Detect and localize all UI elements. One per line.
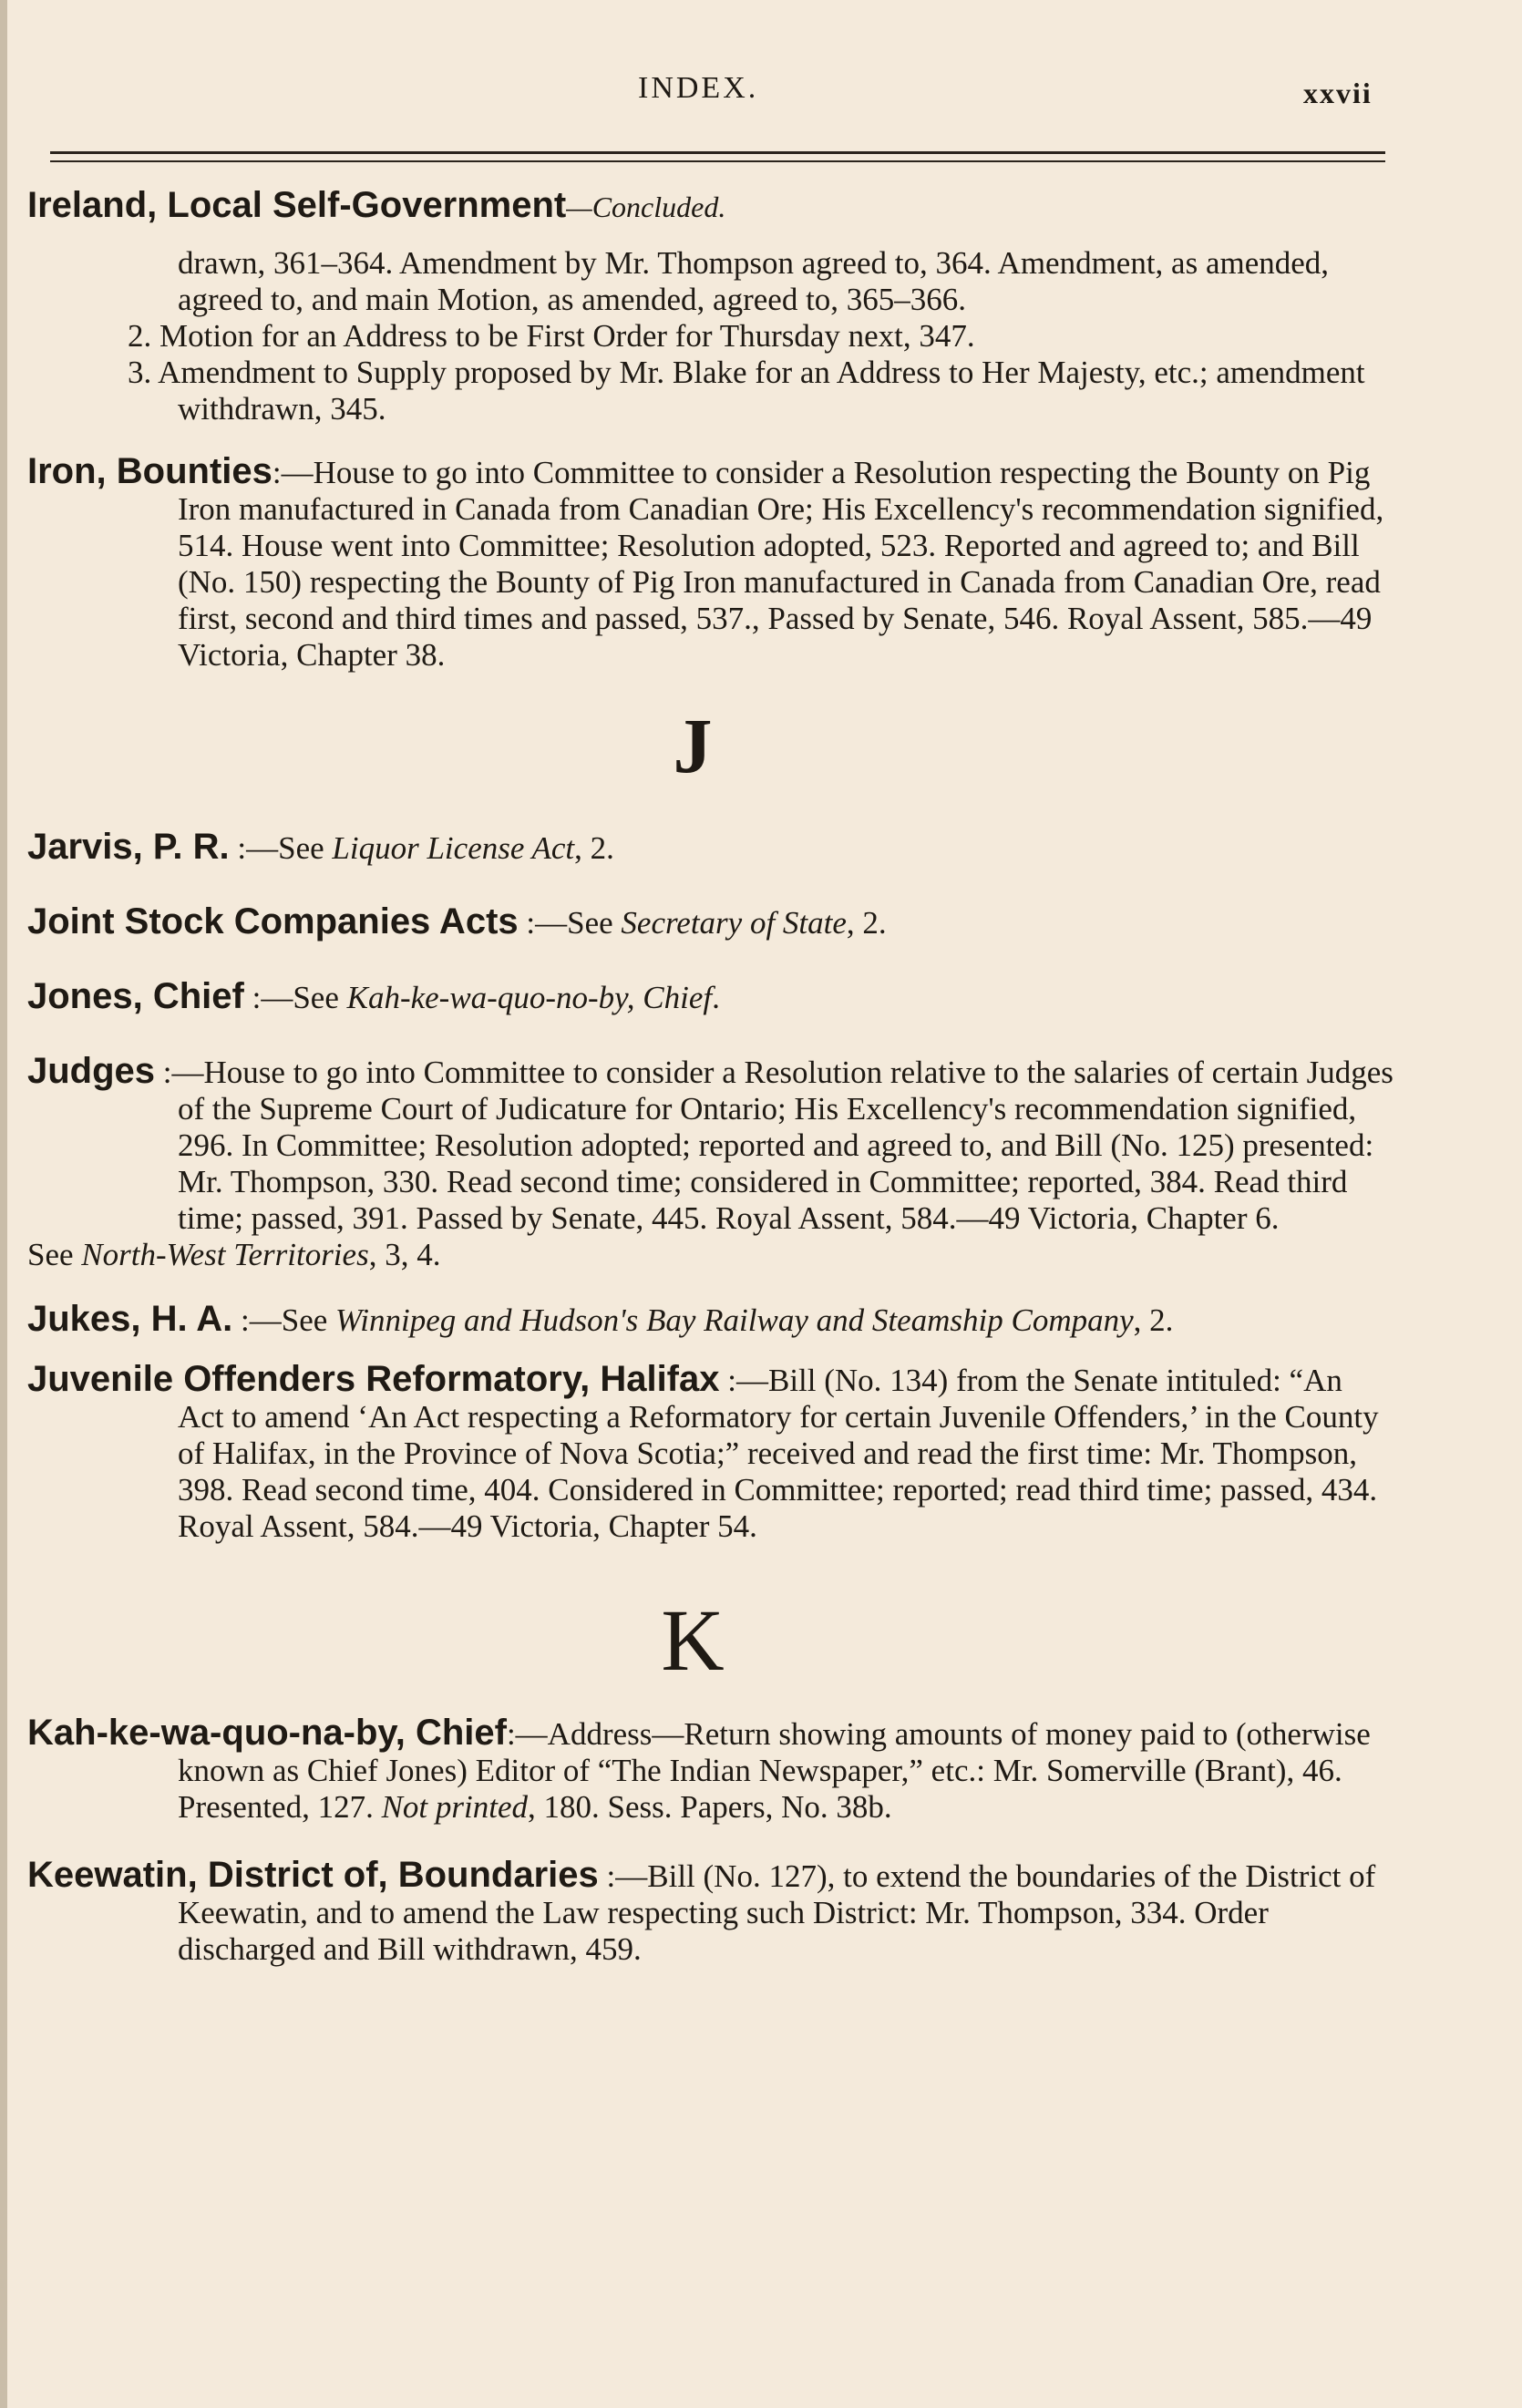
header-rule-thick <box>50 151 1385 154</box>
entry-heading: Juvenile Offenders Reformatory, Halifax <box>27 1359 720 1399</box>
entry-heading: Iron, Bounties <box>27 451 273 491</box>
entry-subitem: 3. Amendment to Supply proposed by Mr. Blake for an Address to Her Majesty, etc.; amendment withdrawn, 345. <box>128 355 1365 427</box>
section-letter-j: J <box>673 702 713 789</box>
page-number: xxvii <box>1303 77 1373 109</box>
cross-reference: Liquor License Act <box>332 830 575 866</box>
cross-reference: North-West Territories <box>81 1237 369 1272</box>
entry-heading: Joint Stock Companies Acts <box>27 901 519 942</box>
entry-body: :—Bill (No. 134) from the Senate intituled: “An Act to amend ‘An Act respecting a Reformatory for certain Juvenile Offenders,’ in the County of Halifax, in the Province of Nova Scotia;” received and read the first time: Mr. Thompson, 398. Read second time, 404. Considered in Committee; reported; read third time; passed, 434. Royal Assent, 584.—49 Victoria, Chapter 54. <box>178 1363 1379 1544</box>
not-printed-note: Not printed <box>381 1789 529 1825</box>
see-prefix: :—See <box>243 980 347 1015</box>
cross-reference: Kah-ke-wa-quo-no-by, Chief <box>346 980 713 1015</box>
see-prefix: :—See <box>232 1302 336 1338</box>
running-title: INDEX. <box>638 71 759 105</box>
entry-ireland <box>27 187 1394 427</box>
entry-heading-line <box>27 187 1394 225</box>
entry-judges <box>27 1053 1394 1273</box>
entry-jarvis <box>27 828 1394 867</box>
entry-keewatin <box>27 1857 1394 1968</box>
cross-reference: Secretary of State <box>621 905 847 941</box>
entry-text <box>27 1361 1394 1545</box>
entry-heading: Jarvis, P. R. <box>27 827 230 867</box>
header-rule-thin <box>50 160 1385 162</box>
entry-continuation: drawn, 361–364. Amendment by Mr. Thompson agreed to, 364. Amendment, as amended, agreed to, and main Motion, as amended, agreed to, 365–366. <box>178 245 1330 317</box>
ref-suffix: , 3, 4. <box>368 1237 441 1272</box>
section-letter-k: K <box>661 1591 725 1689</box>
entry-jukes <box>27 1301 1394 1339</box>
entry-heading: Ireland, Local Self-Government <box>27 185 567 225</box>
entry-juvenile-offenders <box>27 1361 1394 1545</box>
entry-body: :—Bill (No. 127), to extend the boundaries of the District of Keewatin, and to amend the Law respecting such District: Mr. Thompson, 334. Order discharged and Bill withdrawn, 459. <box>178 1858 1376 1967</box>
ref-suffix: , 2. <box>574 830 614 866</box>
entry-heading: Jukes, H. A. <box>27 1299 233 1339</box>
entry-jones <box>27 978 1394 1016</box>
see-prefix: :—See <box>518 905 622 941</box>
entry-body: :—House to go into Committee to consider a Resolution respecting the Bounty on Pig Iron manufactured in Canada from Canadian Ore; His Excellency's recommendation signified, 514. House went into Committee; Resolution adopted, 523. Reported and agreed to; and Bill (No. 150) respecting the Bounty of Pig Iron manufactured in Canada from Canadian Ore, read first, second and third times and passed, 537., Passed by Senate, 546. Royal Assent, 585.—49 Victoria, Chapter 38. <box>178 455 1384 673</box>
entry-iron-bounties <box>27 453 1394 674</box>
entry-text <box>27 1857 1394 1968</box>
entry-text <box>27 1714 1394 1826</box>
ref-suffix: , 2. <box>846 905 887 941</box>
entry-text <box>27 1053 1394 1237</box>
ref-suffix: . <box>712 980 720 1015</box>
see-prefix: :—See <box>229 830 333 866</box>
cross-reference: Winnipeg and Hudson's Bay Railway and Steamship Company <box>335 1302 1134 1338</box>
entry-text <box>27 453 1394 674</box>
entry-body-tail: , 180. Sess. Papers, No. 38b. <box>528 1789 892 1825</box>
entry-heading: Keewatin, District of, Boundaries <box>27 1855 599 1895</box>
index-content <box>27 187 1394 1990</box>
entry-joint-stock <box>27 903 1394 942</box>
entry-heading: Judges <box>27 1051 156 1091</box>
see-also-line <box>27 1237 1394 1273</box>
entry-subitem: 2. Motion for an Address to be First Order for Thursday next, 347. <box>128 318 975 354</box>
concluded-note: —Concluded. <box>566 190 726 223</box>
see-prefix: See <box>27 1237 82 1272</box>
entry-heading: Jones, Chief <box>27 976 244 1016</box>
entry-heading: Kah-ke-wa-quo-na-by, Chief <box>27 1713 507 1753</box>
ref-suffix: , 2. <box>1133 1302 1174 1338</box>
entry-body: :—House to go into Committee to consider a Resolution relative to the salaries of certain Judges of the Supreme Court of Judicature for Ontario; His Excellency's recommendation signified, 296. In Committee; Resolution adopted; reported and agreed to, and Bill (No. 125) presented: Mr. Thompson, 330. Read second time; considered in Committee; reported, 384. Read third time; passed, 391. Passed by Senate, 445. Royal Assent, 584.—49 Victoria, Chapter 6. <box>155 1055 1393 1236</box>
page-header <box>0 0 1522 164</box>
entry-kah-ke-wa-quo-na-by <box>27 1714 1394 1826</box>
entry-body: :—Address—Return showing amounts of money paid to (otherwise known as Chief Jones) Editor of “The Indian Newspaper,” etc.: Mr. Somerville (Brant), 46. Presented, 127. <box>178 1716 1371 1825</box>
page-edge <box>0 0 7 2408</box>
